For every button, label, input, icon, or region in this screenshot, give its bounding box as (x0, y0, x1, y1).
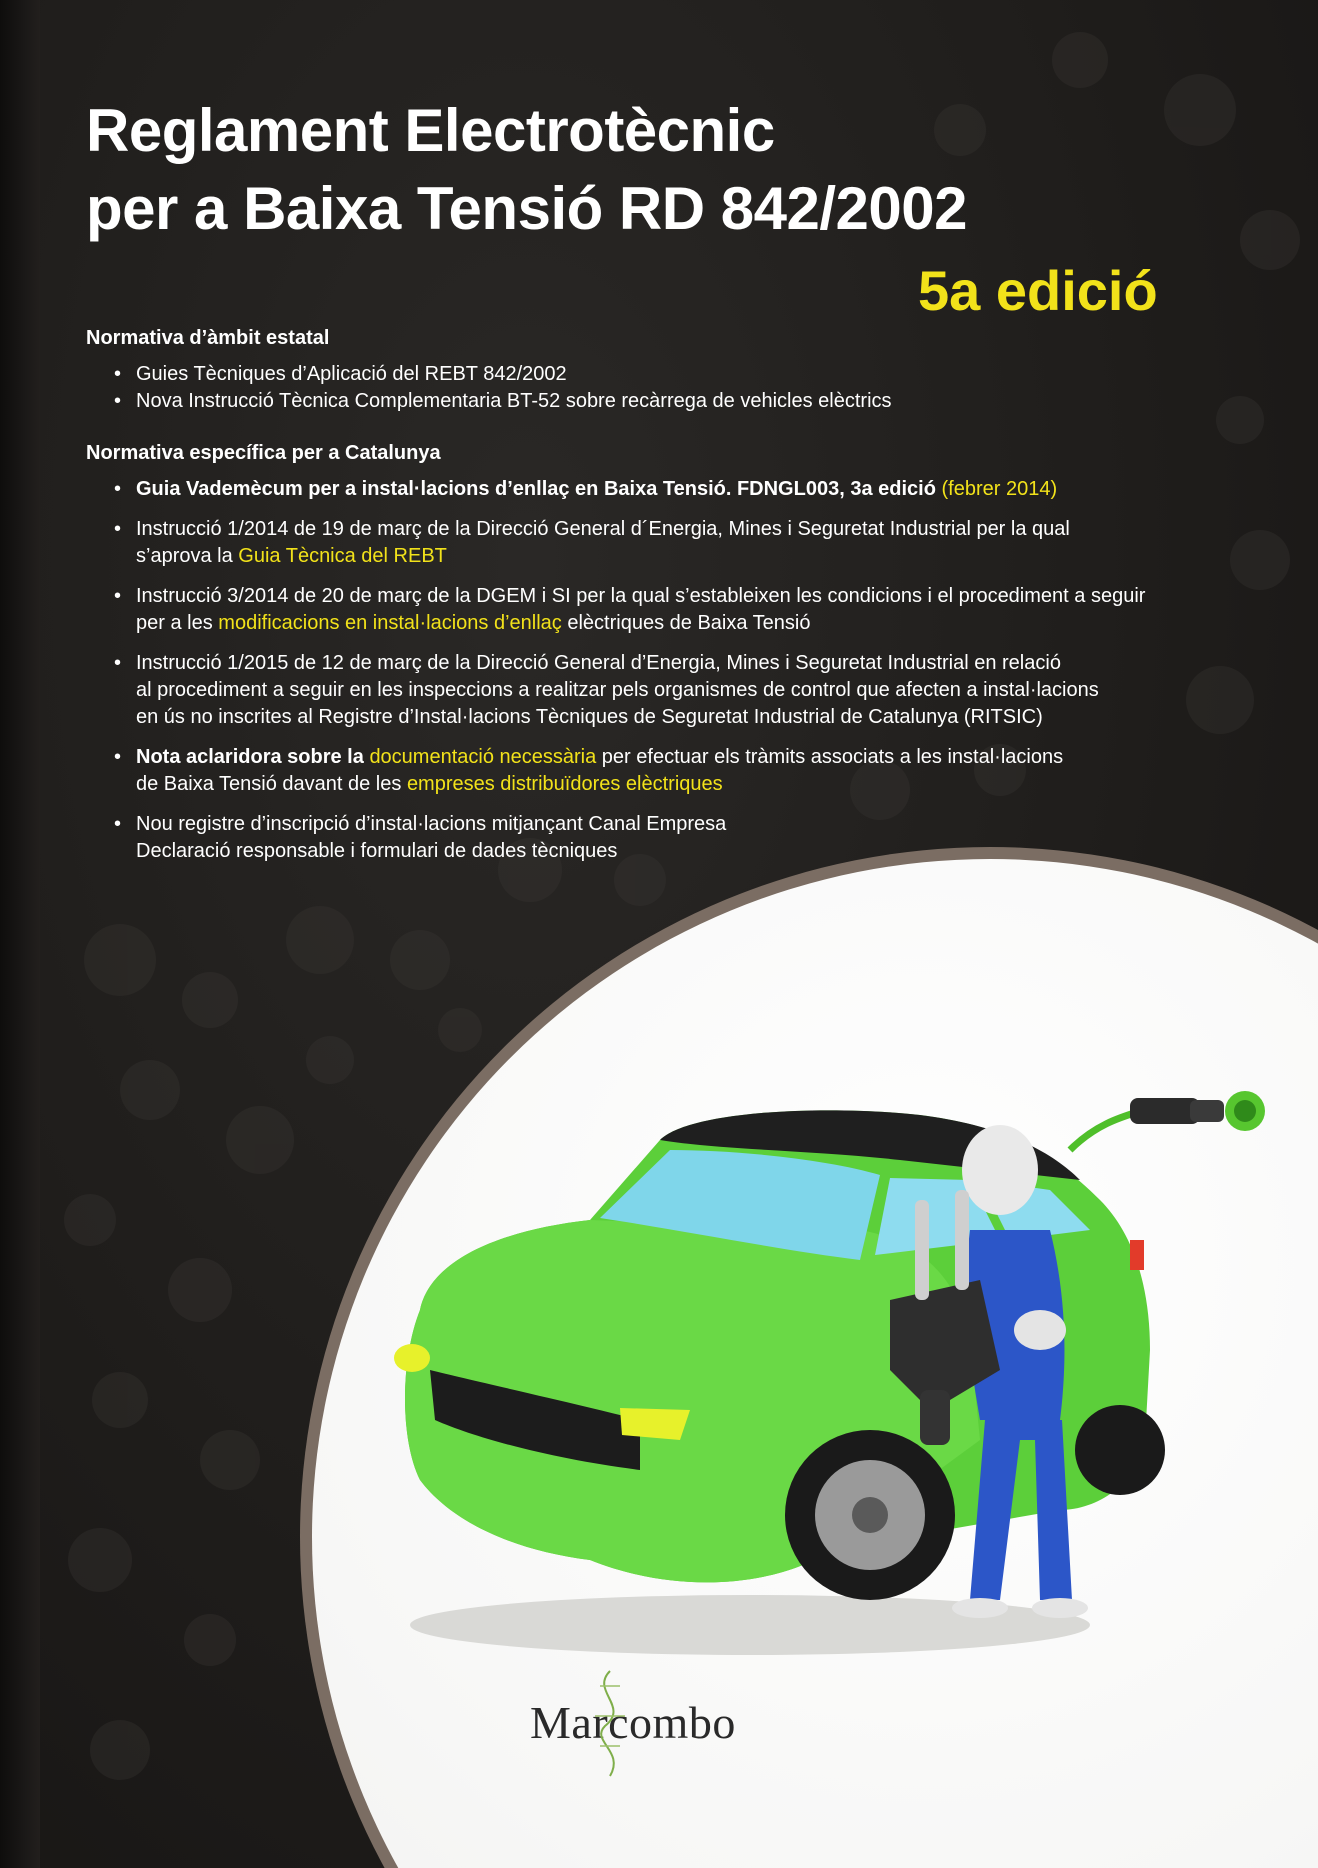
state-regulations-list (114, 361, 1234, 415)
charging-connector-icon (1130, 1091, 1265, 1131)
publisher-name: Marcombo (530, 1697, 736, 1748)
list-item-text: en ús no inscrites al Registre d’Instal·lacions Tècniques de Seguretat Industrial de Catalunya (RITSIC) (136, 706, 1043, 728)
list-item-text: Instrucció 1/2014 de 19 de març de la Direcció General d´Energia, Mines i Seguretat Industrial per la qual (136, 518, 1070, 540)
list-item-text: de Baixa Tensió davant de les (136, 773, 402, 795)
list-item (114, 583, 1234, 637)
list-item-text: per a les (136, 612, 213, 634)
catalonia-regulations-list (114, 476, 1234, 878)
highlight-text: modificacions en instal·lacions d’enllaç (218, 612, 562, 634)
title-line-2: per a Baixa Tensió RD 842/2002 (86, 175, 968, 242)
list-item-text: Declaració responsable i formulari de dades tècniques (136, 840, 618, 862)
list-item-text: per efectuar els tràmits associats a les instal·lacions (601, 746, 1064, 768)
list-item-text: Guies Tècniques d’Aplicació del REBT 842/2002 (136, 363, 567, 385)
publisher-logo (530, 1696, 736, 1749)
list-item-text: al procediment a seguir en les inspeccions a realitzar pels organismes de control que afecten a instal·lacions (136, 679, 1099, 701)
section-heading-catalonia: Normativa específica per a Catalunya (86, 442, 441, 464)
highlight-text: Guia Tècnica del REBT (238, 545, 447, 567)
list-item-bold-text: Guia Vademècum per a instal·lacions d’enllaç en Baixa Tensió. FDNGL003, 3a edició (136, 478, 936, 500)
list-item (114, 476, 1234, 503)
title-line-1: Reglament Electrotècnic (86, 97, 775, 164)
list-item-text: Instrucció 3/2014 de 20 de març de la DGEM i SI per la qual s’estableixen les condicions i el procediment a seguir (136, 585, 1146, 607)
electric-car-illustration (360, 1080, 1300, 1680)
section-heading-state: Normativa d’àmbit estatal (86, 327, 330, 349)
list-item (114, 650, 1234, 731)
publisher-emblem-icon (580, 1666, 640, 1796)
list-item-bold-text: Nota aclaridora sobre la (136, 746, 364, 768)
book-title (86, 92, 967, 248)
list-item-text: s’aprova la (136, 545, 233, 567)
list-item (114, 388, 1234, 415)
list-item (114, 516, 1234, 570)
list-item (114, 744, 1234, 798)
highlight-text: empreses distribuïdores elèctriques (406, 773, 723, 795)
edition-label: 5a edició (918, 259, 1158, 322)
highlight-text: (febrer 2014) (941, 478, 1058, 500)
list-item-text: Nou registre d’inscripció d’instal·lacions mitjançant Canal Empresa (136, 813, 727, 835)
list-item (114, 361, 1234, 388)
list-item-text: Nova Instrucció Tècnica Complementaria BT-52 sobre recàrrega de vehicles elèctrics (136, 390, 892, 412)
list-item-text: elèctriques de Baixa Tensió (567, 612, 811, 634)
list-item-text: Instrucció 1/2015 de 12 de març de la Direcció General d’Energia, Mines i Seguretat Industrial en relació (136, 652, 1061, 674)
highlight-text: documentació necessària (369, 746, 597, 768)
